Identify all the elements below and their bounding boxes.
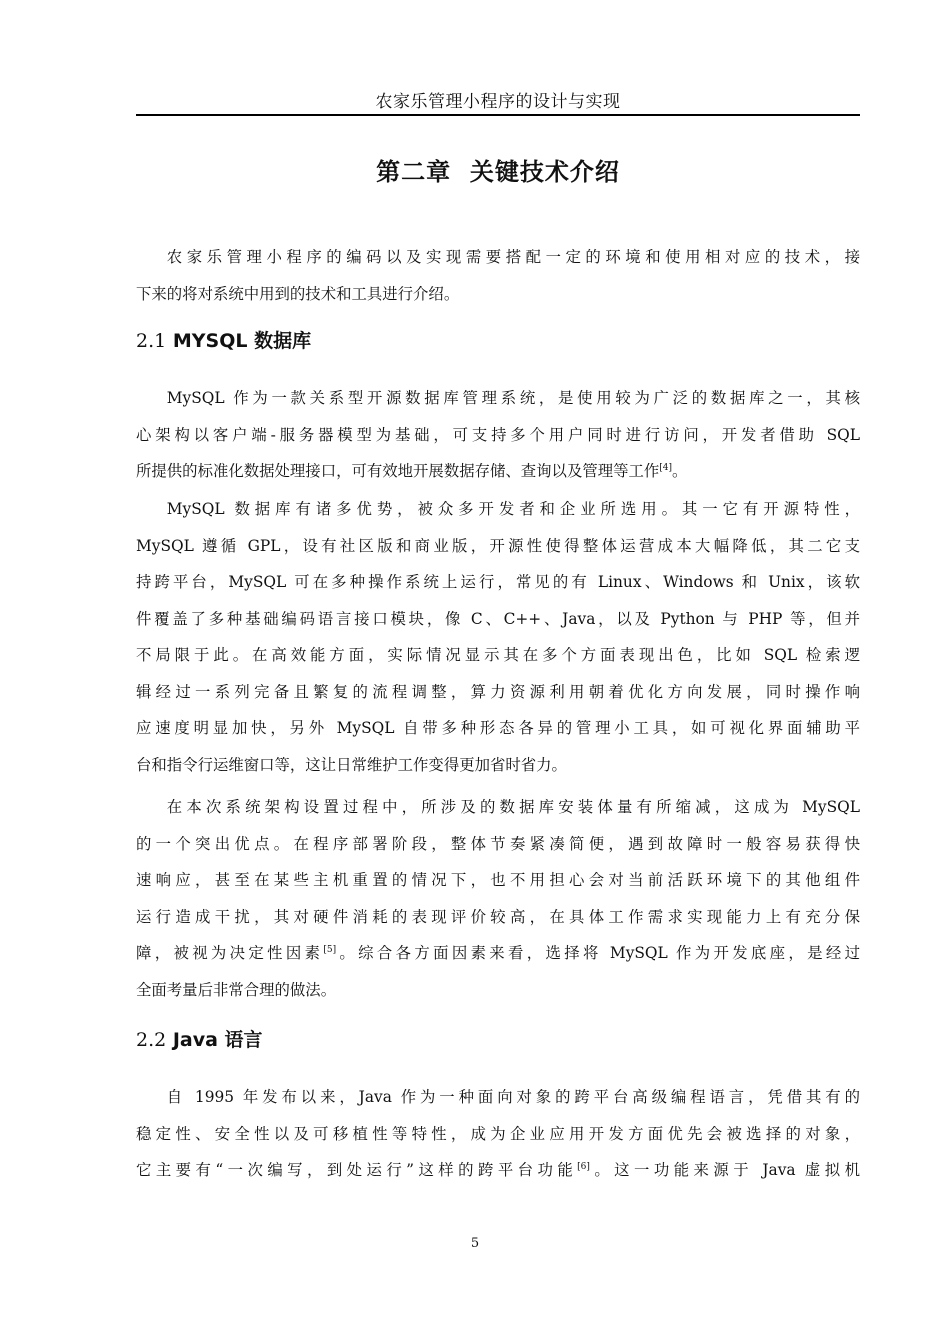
page-number: 5 [470,1236,480,1251]
section-2-1-paragraph-3 [136,789,860,1008]
s21-p2-line-1: MySQL 数据库有诸多优势，被众多开发者和企业所选用。其一它有开源特性， [166,500,860,518]
citation-5: [5] [323,944,337,955]
section-2-2-title: Java 语言 [172,1029,263,1051]
s22-p1-line-3-post: 。这一功能来源于 Java 虚拟机 [589,1161,860,1179]
s21-p3-line-5-pre: 障，被视为决定性因素 [136,944,324,962]
s22-p1-line-3 [136,1152,860,1189]
section-2-1-paragraph-2 [136,491,860,783]
s21-p1-line-3-text: 所提供的标准化数据处理接口，可有效地开展数据存储、查询以及管理等工作 [136,462,660,480]
s21-p2-line-6: 辑经过一系列完备且繁复的流程调整，算力资源利用朝着优化方向发展，同时操作响 [136,682,860,701]
s21-p3-line-3: 速响应，甚至在某些主机重置的情况下，也不用担心会对当前活跃环境下的其他组件 [136,871,860,889]
section-2-1-heading [136,326,311,356]
s21-p3-line-5-post: 。综合各方面因素来看，选择将 MySQL 作为开发底座，是经过 [336,944,860,962]
s21-p1-line-1: MySQL 作为一款关系型开源数据库管理系统，是使用较为广泛的数据库之一，其核 [166,389,860,407]
s22-p1-line-2: 稳定性、安全性以及可移植性等特性，成为企业应用开发方面优先会被选择的对象， [136,1124,860,1143]
s22-p1-line-1: 自 1995 年发布以来，Java 作为一种面向对象的跨平台高级编程语言，凭借其有的 [166,1088,860,1106]
section-2-1-number: 2.1 [136,330,167,352]
s21-p3-line-1: 在本次系统架构设置过程中，所涉及的数据库安装体量有所缩减，这成为 MySQL [166,798,860,816]
s21-p3-line-5 [136,935,860,972]
chapter-title: 第二章 关键技术介绍 [376,158,620,186]
intro-line-1: 农家乐管理小程序的编码以及实现需要搭配一定的环境和使用相对应的技术，接 [166,248,860,266]
section-2-2-number: 2.2 [136,1029,167,1051]
s21-p2-line-5: 不局限于此。在高效能方面，实际情况显示其在多个方面表现出色，比如 SQL 检索逻 [136,646,860,664]
section-2-1-paragraph-1 [136,380,860,490]
s21-p2-line-8: 台和指令行运维窗口等，这让日常维护工作变得更加省时省力。 [136,755,567,774]
citation-6: [6] [577,1161,590,1172]
s21-p2-line-7: 应速度明显加快，另外 MySQL 自带多种形态各异的管理小工具，如可视化界面辅助平 [136,719,860,737]
s21-p1-line-3 [136,453,860,490]
s21-p3-line-2: 的一个突出优点。在程序部署阶段，整体节奏紧凑简便，遇到故障时一般容易获得快 [136,834,860,853]
section-2-2-paragraph-1 [136,1079,860,1189]
citation-4: [4] [659,462,673,473]
s21-p3-line-6: 全面考量后非常合理的做法。 [136,980,337,999]
section-2-2-heading [136,1025,263,1055]
section-2-1-title: MYSQL 数据库 [172,330,312,352]
header-rule [136,114,860,116]
s21-p1-line-3-tail: 。 [672,462,688,480]
s21-p2-line-3: 持跨平台，MySQL 可在多种操作系统上运行，常见的有 Linux、Windows 和 Unix，该软 [136,573,860,591]
s21-p2-line-4: 件覆盖了多种基础编码语言接口模块，像 C、C++、Java，以及 Python 与 PHP 等，但并 [136,609,860,628]
s21-p1-line-2: 心架构以客户端-服务器模型为基础，可支持多个用户同时进行访问，开发者借助 SQL [136,425,860,444]
s21-p2-line-2: MySQL 遵循 GPL，设有社区版和商业版，开源性使得整体运营成本大幅降低，其二它支 [136,536,860,555]
s22-p1-line-3-pre: 它主要有“一次编写，到处运行”这样的跨平台功能 [136,1161,578,1179]
intro-line-2: 下来的将对系统中用到的技术和工具进行介绍。 [136,284,460,303]
s21-p3-line-4: 运行造成干扰，其对硬件消耗的表现评价较高，在具体工作需求实现能力上有充分保 [136,907,860,926]
running-header: 农家乐管理小程序的设计与实现 [375,92,621,112]
intro-paragraph [136,239,860,312]
